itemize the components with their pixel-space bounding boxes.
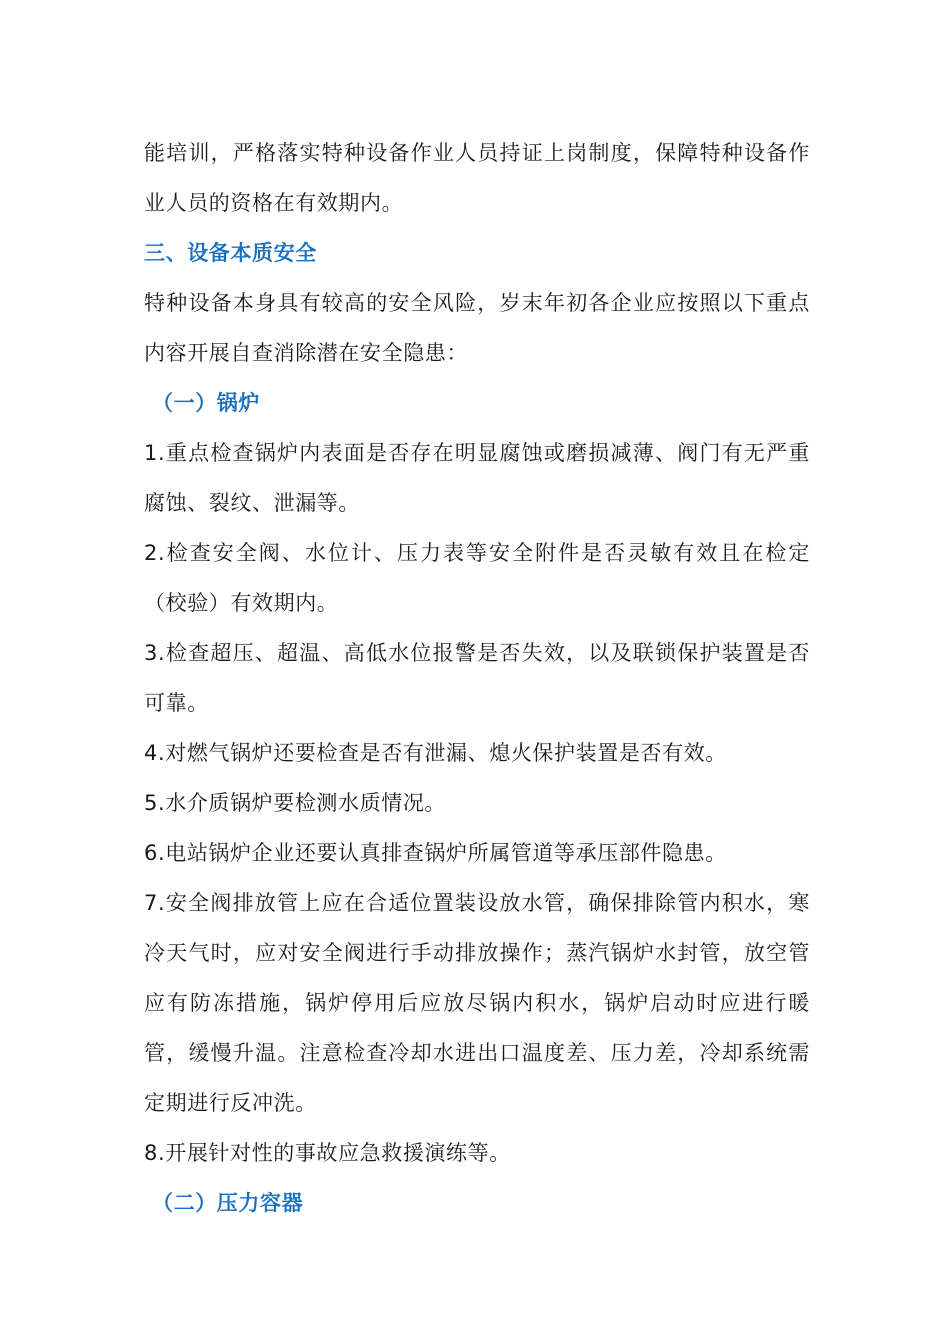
document-body [144, 128, 810, 1228]
paragraph-training-continuation: 能培训，严格落实特种设备作业人员持证上岗制度，保障特种设备作业人员的资格在有效期内。 [144, 141, 810, 215]
subheading-pressure-vessel: （二）压力容器 [152, 1191, 304, 1215]
subheading-boiler: （一）锅炉 [152, 391, 260, 415]
list-item-boiler-6: 6.电站锅炉企业还要认真排查锅炉所属管道等承压部件隐患。 [144, 841, 727, 865]
list-item-boiler-1: 1.重点检查锅炉内表面是否存在明显腐蚀或磨损减薄、阀门有无严重腐蚀、裂纹、泄漏等。 [144, 441, 810, 515]
list-item-boiler-8: 8.开展针对性的事故应急救援演练等。 [144, 1141, 511, 1165]
list-item-boiler-3: 3.检查超压、超温、高低水位报警是否失效，以及联锁保护装置是否可靠。 [144, 641, 810, 715]
list-item-boiler-7: 7.安全阀排放管上应在合适位置装设放水管，确保排除管内积水，寒冷天气时，应对安全阀进行手动排放操作；蒸汽锅炉水封管，放空管应有防冻措施，锅炉停用后应放尽锅内积水，锅炉启动时应进行暖管，缓慢升温。注意检查冷却水进出口温度差、压力差，冷却系统需定期进行反冲洗。 [144, 891, 810, 1115]
paragraph-section-intro: 特种设备本身具有较高的安全风险，岁末年初各企业应按照以下重点内容开展自查消除潜在安全隐患： [144, 291, 810, 365]
list-item-boiler-4: 4.对燃气锅炉还要检查是否有泄漏、熄火保护装置是否有效。 [144, 741, 727, 765]
list-item-boiler-2: 2.检查安全阀、水位计、压力表等安全附件是否灵敏有效且在检定（校验）有效期内。 [144, 541, 810, 615]
list-item-boiler-5: 5.水介质锅炉要检测水质情况。 [144, 791, 447, 815]
section-heading-equipment-safety: 三、设备本质安全 [144, 241, 317, 265]
